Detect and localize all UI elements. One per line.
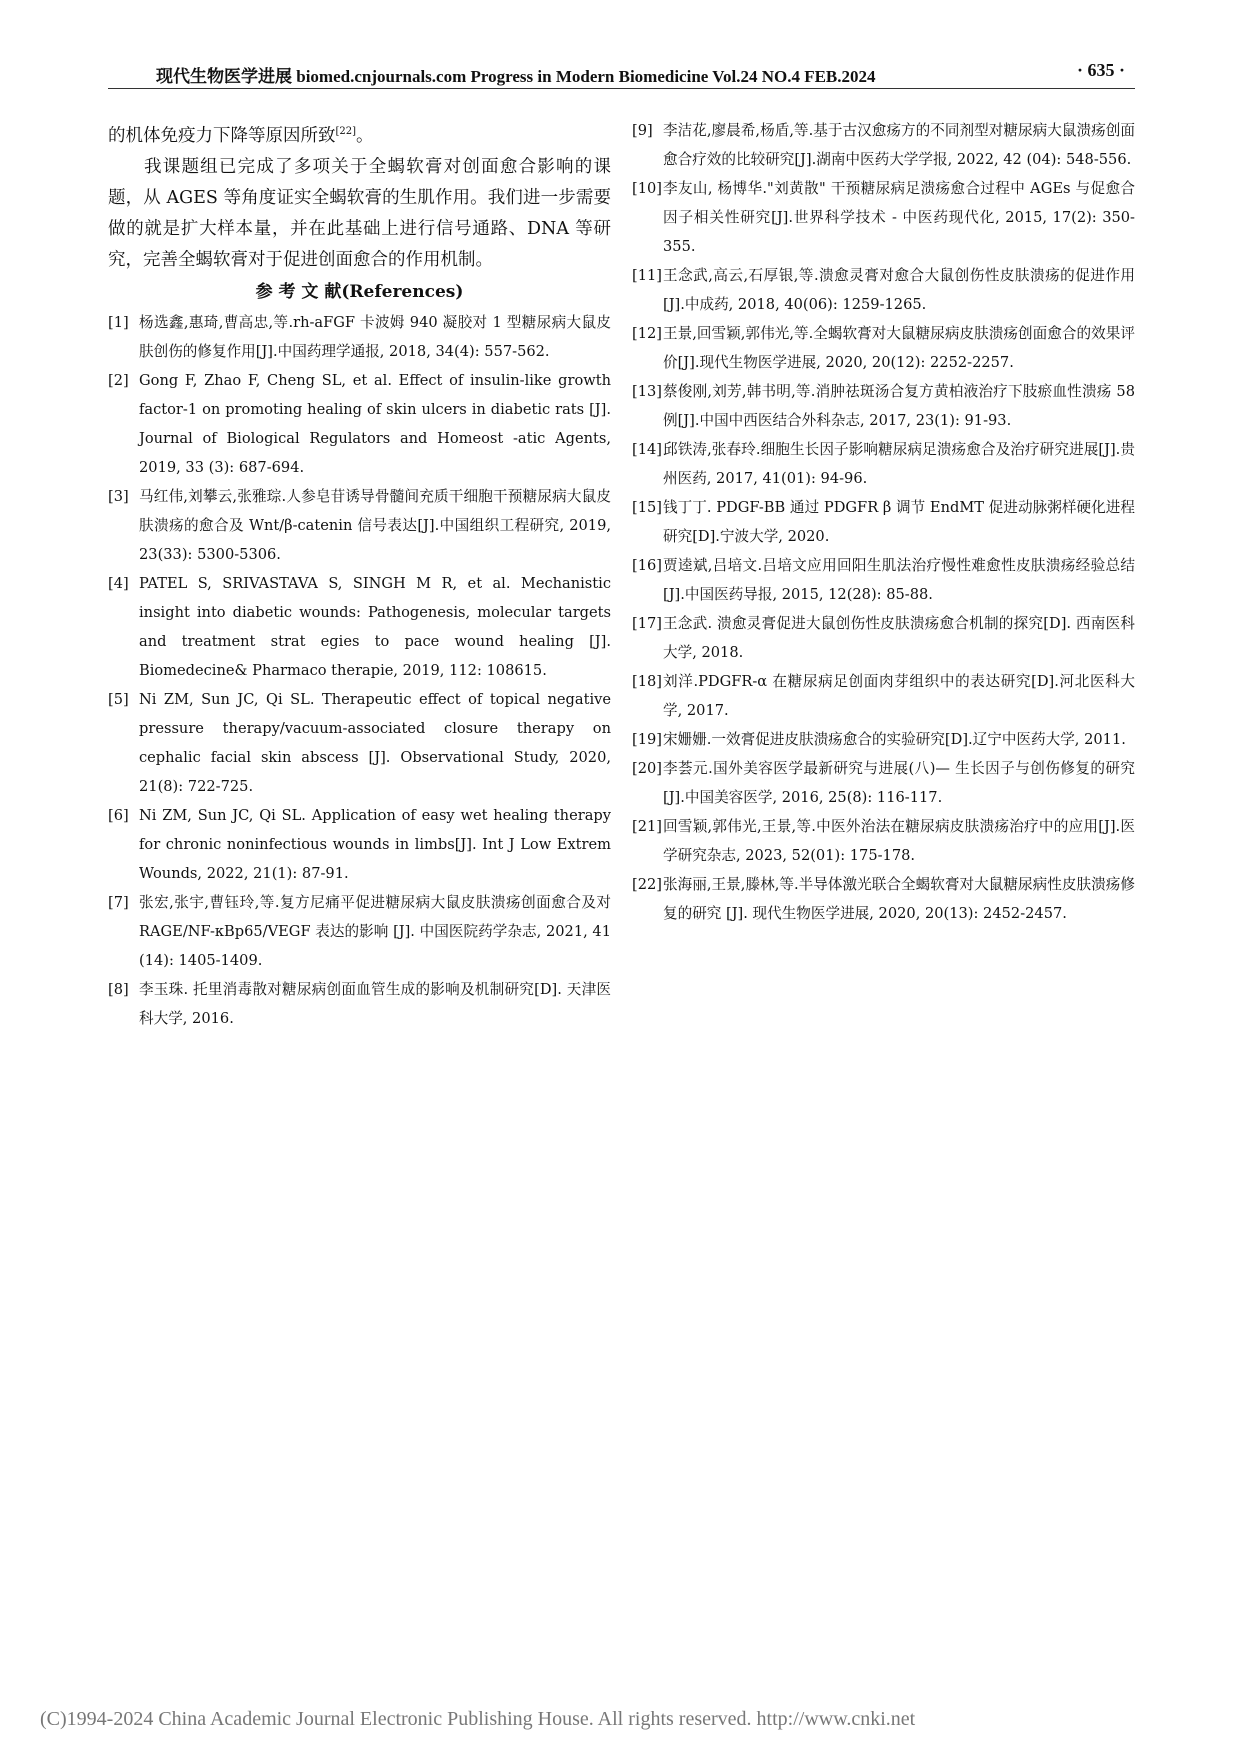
reference-text: 王念武. 溃愈灵膏促进大鼠创伤性皮肤溃疡愈合机制的探究[D]. 西南医科大学, 2018.: [663, 615, 1135, 661]
reference-number: [2]: [108, 371, 129, 389]
reference-item: [108, 685, 611, 801]
reference-item: [108, 308, 611, 366]
reference-item: [632, 174, 1135, 261]
reference-number: [19]: [632, 731, 662, 748]
reference-item: [632, 377, 1135, 435]
reference-number: [4]: [108, 574, 129, 592]
reference-text: 李玉珠. 托里消毒散对糖尿病创面血管生成的影响及机制研究[D]. 天津医科大学, 2016.: [139, 980, 611, 1027]
reference-item: [108, 801, 611, 888]
reference-number: [1]: [108, 313, 129, 331]
reference-text: Gong F, Zhao F, Cheng SL, et al. Effect of insulin-like growth factor-1 on promoting healing of skin ulcers in diabetic rats [J]. Journal of Biological Regulators and Homeost -atic Agents, 2019, 33 (3): 687-694.: [139, 371, 611, 476]
reference-item: [632, 493, 1135, 551]
reference-text: 贾逵斌,吕培文.吕培文应用回阳生肌法治疗慢性难愈性皮肤溃疡经验总结[J].中国医药导报, 2015, 12(28): 85-88.: [663, 557, 1135, 603]
reference-item: [632, 870, 1135, 928]
reference-item: [108, 482, 611, 569]
reference-number: [18]: [632, 673, 662, 690]
journal-header-line: 现代生物医学进展 biomed.cnjournals.com Progress in Modern Biomedicine Vol.24 NO.4 FEB.2024: [156, 67, 876, 86]
reference-item: [632, 725, 1135, 754]
reference-list-left: [108, 308, 611, 1033]
reference-item: [108, 888, 611, 975]
citation-22[interactable]: [22]: [335, 126, 357, 137]
reference-item: [108, 366, 611, 482]
reference-item: [632, 609, 1135, 667]
reference-text: 张海丽,王景,滕林,等.半导体激光联合全蝎软膏对大鼠糖尿病性皮肤溃疡修复的研究 [J]. 现代生物医学进展, 2020, 20(13): 2452-2457.: [663, 876, 1135, 922]
reference-item: [632, 319, 1135, 377]
right-column: [632, 116, 1135, 928]
reference-text: 刘洋.PDGFR-α 在糖尿病足创面肉芽组织中的表达研究[D].河北医科大学, 2017.: [663, 673, 1135, 719]
reference-number: [13]: [632, 383, 662, 400]
reference-number: [3]: [108, 487, 129, 505]
reference-item: [632, 261, 1135, 319]
references-heading: 参 考 文 献(References): [255, 281, 464, 302]
paragraph-1-text: 的机体免疫力下降等原因所致: [108, 125, 336, 146]
reference-text: 张宏,张宇,曹钰玲,等.复方尼痛平促进糖尿病大鼠皮肤溃疡创面愈合及对 RAGE/NF-κBp65/VEGF 表达的影响 [J]. 中国医院药学杂志, 2021, 41 (14): 1405-1409.: [139, 893, 611, 969]
reference-number: [9]: [632, 122, 653, 139]
reference-text: Ni ZM, Sun JC, Qi SL. Therapeutic effect of topical negative pressure therapy/vacuum-associated closure therapy on cephalic facial skin abscess [J]. Observational Study, 2020, 21(8): 722-725.: [139, 690, 611, 795]
reference-item: [108, 975, 611, 1033]
reference-number: [7]: [108, 893, 129, 911]
reference-item: [632, 754, 1135, 812]
reference-text: 杨选鑫,惠琦,曹高忠,等.rh-aFGF 卡波姆 940 凝胶对 1 型糖尿病大鼠皮肤创伤的修复作用[J].中国药理学通报, 2018, 34(4): 557-562.: [139, 313, 611, 360]
reference-number: [16]: [632, 557, 662, 574]
reference-text: 蔡俊刚,刘芳,韩书明,等.消肿祛斑汤合复方黄柏液治疗下肢瘀血性溃疡 58 例[J].中国中西医结合外科杂志, 2017, 23(1): 91-93.: [663, 383, 1135, 429]
body-paragraph-2: 我课题组已完成了多项关于全蝎软膏对创面愈合影响的课题，从 AGES 等角度证实全蝎软膏的生肌作用。我们进一步需要做的就是扩大样本量，并在此基础上进行信号通路、DNA 等研究，完善全蝎软膏对于促进创面愈合的作用机制。: [108, 156, 611, 270]
reference-text: 王景,回雪颖,郭伟光,等.全蝎软膏对大鼠糖尿病皮肤溃疡创面愈合的效果评价[J].现代生物医学进展, 2020, 20(12): 2252-2257.: [663, 325, 1135, 371]
reference-item: [632, 116, 1135, 174]
left-column: [108, 116, 611, 1033]
reference-number: [17]: [632, 615, 662, 632]
reference-text: 邱铁涛,张春玲.细胞生长因子影响糖尿病足溃疡愈合及治疗研究进展[J].贵州医药, 2017, 41(01): 94-96.: [663, 441, 1135, 487]
reference-number: [21]: [632, 818, 662, 835]
copyright-footer: (C)1994-2024 China Academic Journal Electronic Publishing House. All rights reserved. http://www.cnki.net: [40, 1708, 916, 1730]
body-paragraph-1: [108, 116, 611, 152]
reference-text: 钱丁丁. PDGF-BB 通过 PDGFR β 调节 EndMT 促进动脉粥样硬化进程研究[D].宁波大学, 2020.: [663, 499, 1135, 545]
reference-item: [632, 435, 1135, 493]
reference-number: [11]: [632, 267, 662, 284]
reference-text: 李友山, 杨博华."刘黄散" 干预糖尿病足溃疡愈合过程中 AGEs 与促愈合因子相关性研究[J].世界科学技术 - 中医药现代化, 2015, 17(2): 350-355.: [663, 180, 1135, 255]
reference-text: 李荟元.国外美容医学最新研究与进展(八)— 生长因子与创伤修复的研究[J].中国美容医学, 2016, 25(8): 116-117.: [663, 760, 1135, 806]
reference-text: 王念武,高云,石厚银,等.溃愈灵膏对愈合大鼠创伤性皮肤溃疡的促进作用[J].中成药, 2018, 40(06): 1259-1265.: [663, 267, 1135, 313]
reference-number: [10]: [632, 180, 662, 197]
paragraph-1-end: 。: [356, 125, 374, 146]
reference-number: [14]: [632, 441, 662, 458]
reference-text: 马红伟,刘攀云,张雅琮.人参皂苷诱导骨髓间充质干细胞干预糖尿病大鼠皮肤溃疡的愈合及 Wnt/β-catenin 信号表达[J].中国组织工程研究, 2019, 23(33): 5300-5306.: [139, 487, 611, 563]
header-rule: [108, 88, 1135, 89]
reference-number: [12]: [632, 325, 662, 342]
reference-text: 李洁花,廖晨希,杨盾,等.基于古汉愈疡方的不同剂型对糖尿病大鼠溃疡创面愈合疗效的比较研究[J].湖南中医药大学学报, 2022, 42 (04): 548-556.: [663, 122, 1135, 168]
reference-number: [22]: [632, 876, 662, 893]
reference-item: [632, 667, 1135, 725]
reference-text: Ni ZM, Sun JC, Qi SL. Application of easy wet healing therapy for chronic noninfectious wounds in limbs[J]. Int J Low Extrem Wounds, 2022, 21(1): 87-91.: [139, 806, 611, 882]
reference-number: [8]: [108, 980, 129, 998]
reference-item: [632, 812, 1135, 870]
reference-list-right: [632, 116, 1135, 928]
reference-number: [5]: [108, 690, 129, 708]
reference-number: [15]: [632, 499, 662, 516]
reference-text: 宋姗姗.一效膏促进皮肤溃疡愈合的实验研究[D].辽宁中医药大学, 2011.: [663, 731, 1126, 748]
reference-number: [20]: [632, 760, 662, 777]
reference-text: 回雪颖,郭伟光,王景,等.中医外治法在糖尿病皮肤溃疡治疗中的应用[J].医学研究杂志, 2023, 52(01): 175-178.: [663, 818, 1135, 864]
page-number: · 635 ·: [1076, 60, 1125, 80]
reference-item: [108, 569, 611, 685]
reference-number: [6]: [108, 806, 129, 824]
page-header: [108, 58, 1135, 88]
reference-text: PATEL S, SRIVASTAVA S, SINGH M R, et al. Mechanistic insight into diabetic wounds: Pathogenesis, molecular targets and treatment strat egies to pace wound healing [J]. Biomedecine& Pharmaco therapie, 2019, 112: 108615.: [139, 574, 611, 679]
reference-item: [632, 551, 1135, 609]
